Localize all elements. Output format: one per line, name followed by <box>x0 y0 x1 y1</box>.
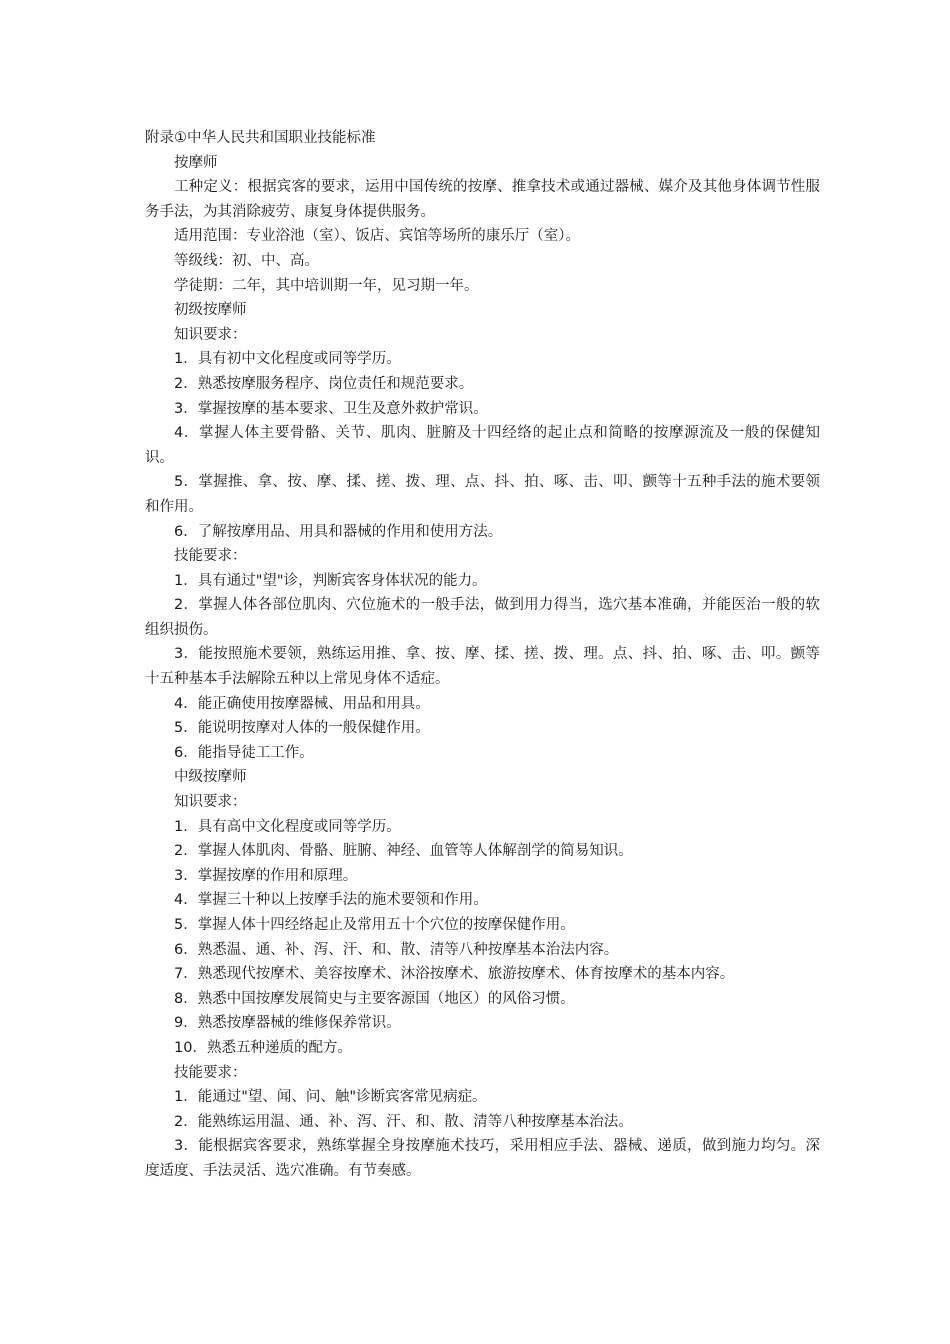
list-item: 4．掌握三十种以上按摩手法的施术要领和作用。 <box>174 892 488 909</box>
list-item: 2．掌握人体各部位肌肉、穴位施术的一般手法，做到用力得当，选穴基本准确，并能医治一般的软组织损伤。 <box>145 597 820 638</box>
paragraph-scope: 适用范围：专业浴池（室）、饭店、宾馆等场所的康乐厅（室）。 <box>174 228 580 245</box>
list-item: 3．能根据宾客要求，熟练掌握全身按摩施术技巧，采用相应手法、器械、递质，做到施力均匀。深度适度、手法灵活、选穴准确。有节奏感。 <box>145 1138 820 1179</box>
paragraph-grades: 等级线：初、中、高。 <box>174 252 319 269</box>
list-item: 5．掌握人体十四经络起止及常用五十个穴位的按摩保健作用。 <box>174 917 575 933</box>
list-item: 8．熟悉中国按摩发展简史与主要客源国（地区）的风俗习惯。 <box>174 990 575 1007</box>
list-item: 3．掌握按摩的基本要求、卫生及意外救护常识。 <box>174 400 488 417</box>
list-item: 2．掌握人体肌肉、骨骼、脏腑、神经、血管等人体解剖学的简易知识。 <box>174 843 633 860</box>
list-item: 6．熟悉温、通、补、泻、汗、和、散、清等八种按摩基本治法内容。 <box>174 941 619 958</box>
subheading-knowledge: 知识要求： <box>174 326 247 343</box>
list-item: 6．了解按摩用品、用具和器械的作用和使用方法。 <box>174 523 503 540</box>
list-item: 4．掌握人体主要骨骼、关节、肌肉、脏腑及十四经络的起止点和简略的按摩源流及一般的保健知识。 <box>145 425 820 466</box>
occupation-heading: 按摩师 <box>174 154 218 171</box>
subheading-skills: 技能要求： <box>174 1064 247 1081</box>
section-heading-junior: 初级按摩师 <box>174 302 247 319</box>
document-title: 附录①中华人民共和国职业技能标准 <box>145 130 376 146</box>
list-item: 9．熟悉按摩器械的维修保养常识。 <box>174 1015 401 1032</box>
list-item: 1．能通过"望、闻、问、触"诊断宾客常见病症。 <box>174 1089 487 1106</box>
list-item: 2．熟悉按摩服务程序、岗位责任和规范要求。 <box>174 375 474 392</box>
paragraph-apprenticeship: 学徒期：二年，其中培训期一年，见习期一年。 <box>174 277 479 294</box>
list-item: 4．能正确使用按摩器械、用品和用具。 <box>174 695 430 712</box>
list-item: 6．能指导徒工工作。 <box>174 744 314 761</box>
list-item: 2．能熟练运用温、通、补、泻、汗、和、散、清等八种按摩基本治法。 <box>174 1113 633 1130</box>
section-heading-intermediate: 中级按摩师 <box>174 769 247 786</box>
paragraph-definition: 工种定义：根据宾客的要求，运用中国传统的按摩、推拿技术或通过器械、媒介及其他身体调节性服务手法，为其消除疲劳、康复身体提供服务。 <box>145 179 820 220</box>
list-item: 1．具有初中文化程度或同等学历。 <box>174 351 401 368</box>
list-item: 5．能说明按摩对人体的一般保健作用。 <box>174 720 430 737</box>
document-body <box>145 126 820 1184</box>
list-item: 3．掌握按摩的作用和原理。 <box>174 867 358 884</box>
subheading-skills: 技能要求： <box>174 548 247 565</box>
list-item: 3．能按照施术要领，熟练运用推、拿、按、摩、揉、搓、拨、理。点、抖、拍、啄、击、叩。颤等十五种基本手法解除五种以上常见身体不适症。 <box>145 646 820 688</box>
list-item: 5．掌握推、拿、按、摩、揉、搓、拨、理、点、抖、拍、啄、击、叩、颤等十五种手法的施术要领和作用。 <box>145 474 820 515</box>
list-item: 1．具有高中文化程度或同等学历。 <box>174 818 401 835</box>
list-item: 7．熟悉现代按摩术、美容按摩术、沐浴按摩术、旅游按摩术、体育按摩术的基本内容。 <box>174 966 735 983</box>
list-item: 1．具有通过"望"诊，判断宾客身体状况的能力。 <box>174 572 487 589</box>
list-item: 10．熟悉五种递质的配方。 <box>174 1039 352 1056</box>
subheading-knowledge: 知识要求： <box>174 794 247 811</box>
